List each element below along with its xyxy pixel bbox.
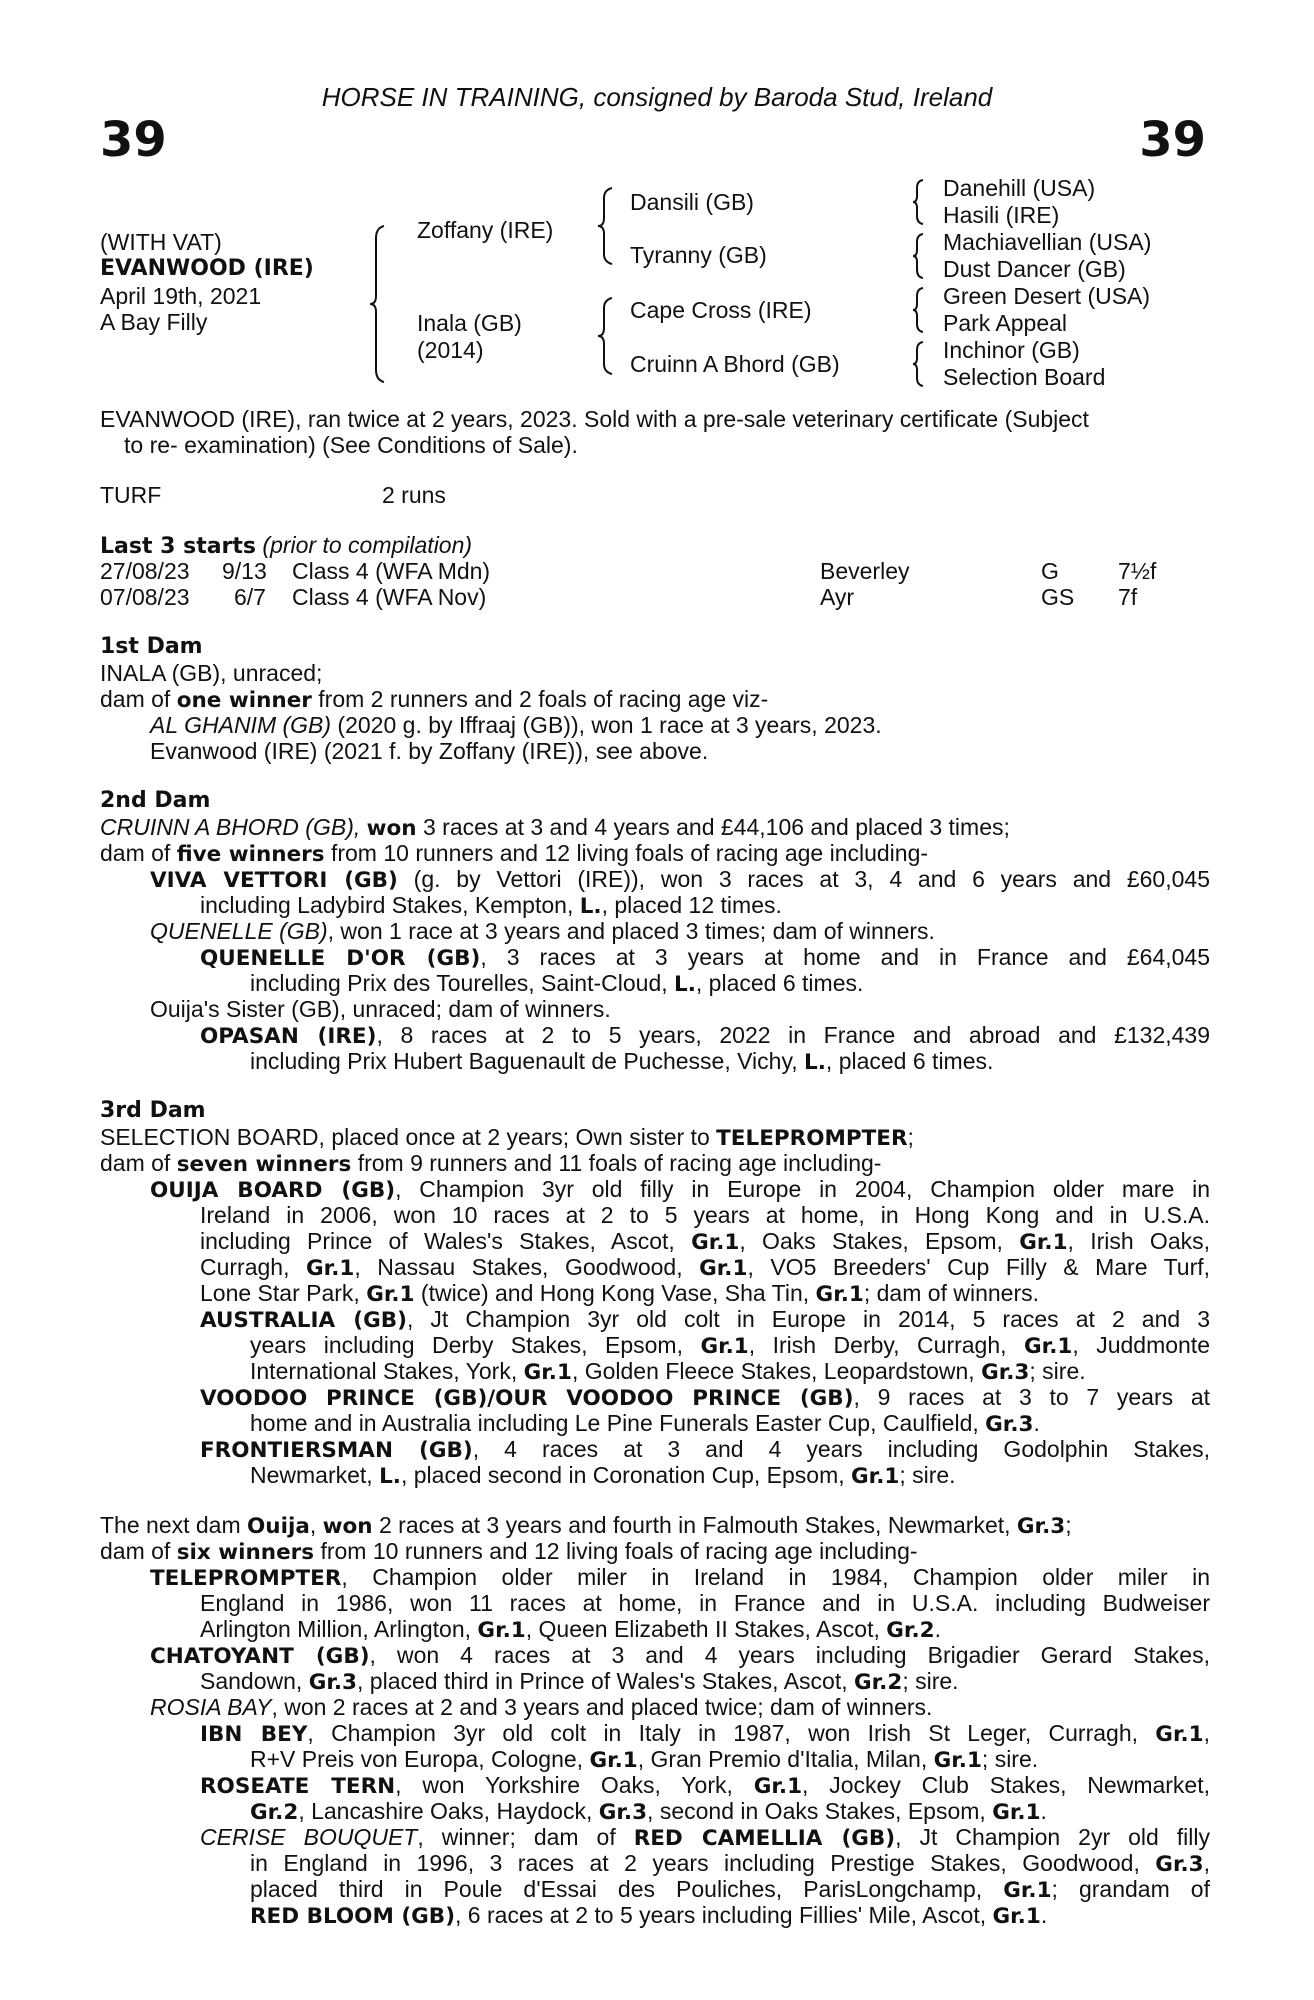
dam3-line-3: OUIJA BOARD (GB), Champion 3yr old filly in Europe in 2004, Champion older mare in [150, 1176, 1210, 1202]
last-starts-title: Last 3 starts [100, 534, 257, 559]
next-line-6: CHATOYANT (GB), won 4 races at 3 and 4 years including Brigadier Gerard Stakes, [150, 1642, 1210, 1668]
next-line-9: IBN BEY, Champion 3yr old colt in Italy in 1987, won Irish St Leger, Curragh, Gr.1, [200, 1720, 1210, 1746]
horse-dob: April 19th, 2021 [100, 283, 262, 309]
next-line-15: placed third in Poule d'Essai des Pouliches, ParisLongchamp, Gr.1; grandam of [250, 1876, 1210, 1902]
pedigree-bracket-g1 [913, 178, 927, 226]
dam3-line-7: Lone Star Park, Gr.1 (twice) and Hong Kong Vase, Sha Tin, Gr.1; dam of winners. [200, 1280, 1039, 1307]
dam1-heading: 1st Dam [100, 634, 203, 659]
horse-description: A Bay Filly [100, 309, 208, 335]
pedigree-gg-7: Inchinor (GB) [943, 337, 1080, 363]
start-course: Ayr [820, 584, 855, 610]
next-line-2: dam of six winners from 10 runners and 12 living foals of racing age including- [100, 1538, 918, 1565]
dam3-line-4: Ireland in 2006, won 10 races at 2 to 5 years at home, in Hong Kong and in U.S.A. [200, 1202, 1210, 1228]
pedigree-gg-3: Machiavellian (USA) [943, 229, 1152, 255]
dam2-heading: 2nd Dam [100, 788, 211, 813]
pedigree-gg-4: Dust Dancer (GB) [943, 256, 1126, 282]
dam2-line-7: including Prix des Tourelles, Saint-Cloud, L., placed 6 times. [250, 970, 864, 997]
pedigree-dam-sire: Cape Cross (IRE) [630, 297, 812, 323]
dam3-line-13: FRONTIERSMAN (GB), 4 races at 3 and 4 years including Godolphin Stakes, [200, 1436, 1210, 1462]
start-distance: 7f [1118, 584, 1138, 610]
dam3-line-14: Newmarket, L., placed second in Coronation Cup, Epsom, Gr.1; sire. [250, 1462, 956, 1489]
pedigree-gg-2: Hasili (IRE) [943, 202, 1060, 228]
dam2-line-6: QUENELLE D'OR (GB), 3 races at 3 years at home and in France and £64,045 [200, 944, 1210, 970]
next-line-12: Gr.2, Lancashire Oaks, Haydock, Gr.3, second in Oaks Stakes, Epsom, Gr.1. [250, 1798, 1047, 1825]
pedigree-sire: Zoffany (IRE) [417, 217, 554, 243]
dam3-line-9: years including Derby Stakes, Epsom, Gr.1, Irish Derby, Curragh, Gr.1, Juddmonte [250, 1332, 1210, 1358]
dam3-line-2: dam of seven winners from 9 runners and 11 foals of racing age including- [100, 1150, 882, 1177]
pedigree-gg-5: Green Desert (USA) [943, 283, 1151, 309]
next-line-14: in England in 1996, 3 races at 2 years including Prestige Stakes, Goodwood, Gr.3, [250, 1850, 1210, 1876]
next-line-11: ROSEATE TERN, won Yorkshire Oaks, York, Gr.1, Jockey Club Stakes, Newmarket, [200, 1772, 1210, 1798]
dam2-line-5: QUENELLE (GB), won 1 race at 3 years and placed 3 times; dam of winners. [150, 918, 935, 944]
pedigree-bracket-main [372, 224, 392, 384]
pedigree-sire-dam: Tyranny (GB) [630, 242, 767, 268]
next-line-7: Sandown, Gr.3, placed third in Prince of Wales's Stakes, Ascot, Gr.2; sire. [200, 1668, 959, 1695]
dam2-line-9: OPASAN (IRE), 8 races at 2 to 5 years, 2022 in France and abroad and £132,439 [200, 1022, 1210, 1048]
last-starts-heading [100, 532, 1210, 560]
start-course: Beverley [820, 558, 910, 584]
start-distance: 7½f [1118, 558, 1157, 584]
intro-line-2: to re- examination) (See Conditions of Sale). [124, 432, 578, 458]
dam3-line-5: including Prince of Wales's Stakes, Ascot, Gr.1, Oaks Stakes, Epsom, Gr.1, Irish Oaks, [200, 1228, 1210, 1254]
pedigree-bracket-g4 [913, 340, 927, 388]
dam1-line-4: Evanwood (IRE) (2021 f. by Zoffany (IRE)), see above. [150, 738, 709, 764]
pedigree-bracket-dam [600, 296, 620, 376]
next-line-1: The next dam Ouija, won 2 races at 3 years and fourth in Falmouth Stakes, Newmarket, Gr.3; [100, 1512, 1072, 1539]
start-date: 27/08/23 [100, 558, 190, 584]
start-going: GS [1041, 584, 1075, 610]
start-going: G [1041, 558, 1059, 584]
start-position: 6/7 [234, 584, 266, 610]
pedigree-gg-8: Selection Board [943, 364, 1106, 390]
dam2-line-2: dam of five winners from 10 runners and 12 living foals of racing age including- [100, 840, 929, 867]
dam3-heading: 3rd Dam [100, 1098, 206, 1123]
next-line-16: RED BLOOM (GB), 6 races at 2 to 5 years including Fillies' Mile, Ascot, Gr.1. [250, 1902, 1048, 1929]
pedigree-gg-1: Danehill (USA) [943, 175, 1096, 201]
next-line-13: CERISE BOUQUET, winner; dam of RED CAMELLIA (GB), Jt Champion 2yr old filly [200, 1824, 1210, 1850]
page-header: HORSE IN TRAINING, consigned by Baroda Stud, Ireland [321, 82, 993, 112]
horse-name: EVANWOOD (IRE) [100, 256, 314, 281]
dam3-line-11: VOODOO PRINCE (GB)/OUR VOODOO PRINCE (GB), 9 races at 3 to 7 years at [200, 1384, 1210, 1410]
next-line-10: R+V Preis von Europa, Cologne, Gr.1, Gran Premio d'Italia, Milan, Gr.1; sire. [250, 1746, 1039, 1773]
pedigree-gg-6: Park Appeal [943, 310, 1068, 336]
turf-label: TURF [100, 482, 162, 508]
dam1-line-2: dam of one winner from 2 runners and 2 foals of racing age viz- [100, 686, 769, 713]
dam1-line-1: INALA (GB), unraced; [100, 660, 323, 686]
next-line-5: Arlington Million, Arlington, Gr.1, Queen Elizabeth II Stakes, Ascot, Gr.2. [200, 1616, 941, 1643]
dam3-line-1: SELECTION BOARD, placed once at 2 years; Own sister to TELEPROMPTER; [100, 1124, 914, 1151]
pedigree-bracket-sire [600, 186, 620, 266]
next-line-3: TELEPROMPTER, Champion older miler in Ireland in 1984, Champion older miler in [150, 1564, 1210, 1590]
last-starts-note: (prior to compilation) [262, 532, 473, 558]
pedigree-dam-dam: Cruinn A Bhord (GB) [630, 351, 840, 377]
next-line-8: ROSIA BAY, won 2 races at 2 and 3 years and placed twice; dam of winners. [150, 1694, 933, 1720]
dam3-line-6: Curragh, Gr.1, Nassau Stakes, Goodwood, Gr.1, VO5 Breeders' Cup Filly & Mare Turf, [200, 1254, 1210, 1280]
pedigree-dam: Inala (GB) [417, 310, 522, 336]
start-race: Class 4 (WFA Mdn) [292, 558, 491, 584]
lot-number-right: 39 [1139, 112, 1206, 168]
dam2-line-4: including Ladybird Stakes, Kempton, L., placed 12 times. [200, 892, 782, 919]
dam3-line-10: International Stakes, York, Gr.1, Golden Fleece Stakes, Leopardstown, Gr.3; sire. [250, 1358, 1086, 1385]
pedigree-bracket-g2 [913, 232, 927, 280]
start-race: Class 4 (WFA Nov) [292, 584, 487, 610]
next-line-4: England in 1986, won 11 races at home, in France and in U.S.A. including Budweiser [200, 1590, 1210, 1616]
start-position: 9/13 [222, 558, 267, 584]
dam2-line-8: Ouija's Sister (GB), unraced; dam of winners. [150, 996, 611, 1022]
dam3-line-12: home and in Australia including Le Pine Funerals Easter Cup, Caulfield, Gr.3. [250, 1410, 1040, 1437]
intro-line-1: EVANWOOD (IRE), ran twice at 2 years, 2023. Sold with a pre-sale veterinary certificate (Subject [100, 406, 1089, 432]
dam1-line-3: AL GHANIM (GB) (2020 g. by Iffraaj (GB)), won 1 race at 3 years, 2023. [150, 712, 882, 738]
pedigree-bracket-g3 [913, 286, 927, 334]
lot-number-left: 39 [100, 112, 167, 168]
pedigree-sire-sire: Dansili (GB) [630, 189, 754, 215]
dam3-line-8: AUSTRALIA (GB), Jt Champion 3yr old colt in Europe in 2014, 5 races at 2 and 3 [200, 1306, 1210, 1332]
start-date: 07/08/23 [100, 584, 190, 610]
dam2-line-3: VIVA VETTORI (GB) (g. by Vettori (IRE)), won 3 races at 3, 4 and 6 years and £60,045 [150, 866, 1210, 892]
turf-runs: 2 runs [382, 482, 446, 508]
vat-note: (WITH VAT) [100, 229, 222, 255]
pedigree-dam-year: (2014) [417, 337, 484, 363]
dam2-line-10: including Prix Hubert Baguenault de Puchesse, Vichy, L., placed 6 times. [250, 1048, 994, 1075]
dam2-line-1: CRUINN A BHORD (GB), won 3 races at 3 and 4 years and £44,106 and placed 3 times; [100, 814, 1010, 841]
